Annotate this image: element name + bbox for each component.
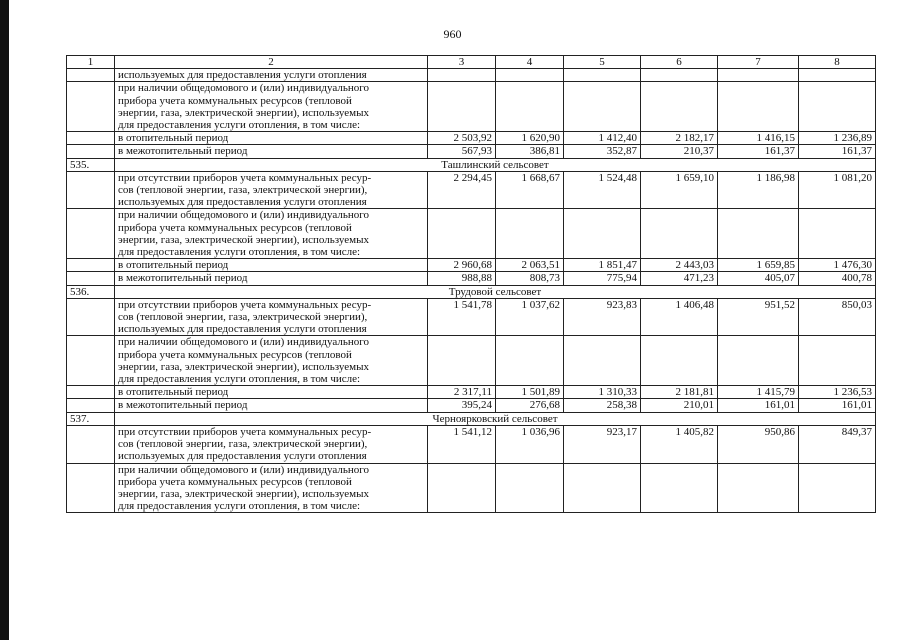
value-cell bbox=[428, 69, 496, 82]
table-row bbox=[67, 425, 876, 463]
row-number-cell bbox=[67, 272, 115, 285]
row-number-cell bbox=[67, 145, 115, 158]
value-cell: 775,94 bbox=[564, 272, 641, 285]
table-row bbox=[67, 209, 876, 259]
value-cell: 2 063,51 bbox=[496, 259, 564, 272]
column-number: 5 bbox=[564, 56, 641, 69]
description-cell: в отопительный период bbox=[115, 259, 428, 272]
value-cell: 1 541,78 bbox=[428, 298, 496, 336]
value-cell: 1 406,48 bbox=[641, 298, 718, 336]
table-row bbox=[67, 463, 876, 513]
value-cell bbox=[428, 463, 496, 513]
section-number: 537. bbox=[67, 412, 115, 425]
table-row bbox=[67, 69, 876, 82]
description-cell: при наличии общедомового и (или) индивидуального прибора учета коммунальных ресурсов (тепловой энергии, газа, электрической энергии), используемых для предоставления услуги отопления, в том числе: bbox=[115, 82, 428, 132]
description-cell: при отсутствии приборов учета коммунальных ресур- сов (тепловой энергии, газа, электрической энергии), используемых для предоставления услуги отопления bbox=[115, 298, 428, 336]
table-row bbox=[67, 145, 876, 158]
value-cell: 1 416,15 bbox=[718, 132, 799, 145]
value-cell bbox=[799, 69, 876, 82]
value-cell bbox=[564, 82, 641, 132]
section-title: Черноярковский сельсовет bbox=[115, 412, 876, 425]
section-row bbox=[67, 412, 876, 425]
value-cell: 210,37 bbox=[641, 145, 718, 158]
value-cell: 1 186,98 bbox=[718, 171, 799, 209]
value-cell: 405,07 bbox=[718, 272, 799, 285]
table-row bbox=[67, 82, 876, 132]
value-cell: 1 037,62 bbox=[496, 298, 564, 336]
value-cell: 386,81 bbox=[496, 145, 564, 158]
value-cell: 471,23 bbox=[641, 272, 718, 285]
row-number-cell bbox=[67, 336, 115, 386]
value-cell: 850,03 bbox=[799, 298, 876, 336]
row-number-cell bbox=[67, 171, 115, 209]
value-cell: 1 236,53 bbox=[799, 386, 876, 399]
table-row bbox=[67, 298, 876, 336]
description-cell: в межотопительный период bbox=[115, 399, 428, 412]
value-cell: 1 236,89 bbox=[799, 132, 876, 145]
value-cell bbox=[718, 69, 799, 82]
row-number-cell bbox=[67, 298, 115, 336]
description-cell: в межотопительный период bbox=[115, 272, 428, 285]
value-cell: 950,86 bbox=[718, 425, 799, 463]
value-cell bbox=[641, 82, 718, 132]
value-cell: 1 501,89 bbox=[496, 386, 564, 399]
value-cell: 849,37 bbox=[799, 425, 876, 463]
value-cell: 1 081,20 bbox=[799, 171, 876, 209]
value-cell bbox=[718, 209, 799, 259]
value-cell: 2 294,45 bbox=[428, 171, 496, 209]
value-cell: 923,17 bbox=[564, 425, 641, 463]
value-cell bbox=[564, 463, 641, 513]
row-number-cell bbox=[67, 82, 115, 132]
page-number: 960 bbox=[443, 27, 462, 41]
value-cell: 1 668,67 bbox=[496, 171, 564, 209]
value-cell: 2 317,11 bbox=[428, 386, 496, 399]
column-number-row bbox=[67, 56, 876, 69]
value-cell: 951,52 bbox=[718, 298, 799, 336]
value-cell: 1 659,10 bbox=[641, 171, 718, 209]
row-number-cell bbox=[67, 399, 115, 412]
section-number: 535. bbox=[67, 158, 115, 171]
column-number: 2 bbox=[115, 56, 428, 69]
description-cell: при наличии общедомового и (или) индивидуального прибора учета коммунальных ресурсов (тепловой энергии, газа, электрической энергии), используемых для предоставления услуги отопления, в том числе: bbox=[115, 209, 428, 259]
value-cell: 1 524,48 bbox=[564, 171, 641, 209]
value-cell: 1 415,79 bbox=[718, 386, 799, 399]
value-cell bbox=[496, 463, 564, 513]
section-title: Ташлинский сельсовет bbox=[115, 158, 876, 171]
table-row bbox=[67, 399, 876, 412]
description-cell: используемых для предоставления услуги отопления bbox=[115, 69, 428, 82]
value-cell bbox=[428, 209, 496, 259]
value-cell bbox=[641, 209, 718, 259]
value-cell bbox=[799, 336, 876, 386]
value-cell: 2 960,68 bbox=[428, 259, 496, 272]
value-cell bbox=[496, 69, 564, 82]
description-cell: при отсутствии приборов учета коммунальных ресур- сов (тепловой энергии, газа, электрической энергии), используемых для предоставления услуги отопления bbox=[115, 425, 428, 463]
value-cell: 808,73 bbox=[496, 272, 564, 285]
column-number: 1 bbox=[67, 56, 115, 69]
value-cell bbox=[718, 463, 799, 513]
value-cell: 161,37 bbox=[799, 145, 876, 158]
value-cell bbox=[496, 336, 564, 386]
value-cell: 161,01 bbox=[718, 399, 799, 412]
table-row bbox=[67, 386, 876, 399]
description-cell: при наличии общедомового и (или) индивидуального прибора учета коммунальных ресурсов (тепловой энергии, газа, электрической энергии), используемых для предоставления услуги отопления, в том числе: bbox=[115, 336, 428, 386]
value-cell: 2 182,17 bbox=[641, 132, 718, 145]
value-cell: 210,01 bbox=[641, 399, 718, 412]
value-cell bbox=[428, 336, 496, 386]
tariff-table bbox=[66, 55, 876, 513]
value-cell bbox=[641, 69, 718, 82]
value-cell bbox=[564, 336, 641, 386]
table-row bbox=[67, 336, 876, 386]
value-cell: 1 036,96 bbox=[496, 425, 564, 463]
value-cell: 258,38 bbox=[564, 399, 641, 412]
row-number-cell bbox=[67, 132, 115, 145]
value-cell bbox=[496, 209, 564, 259]
value-cell bbox=[564, 69, 641, 82]
value-cell: 1 310,33 bbox=[564, 386, 641, 399]
section-title: Трудовой сельсовет bbox=[115, 285, 876, 298]
value-cell: 1 476,30 bbox=[799, 259, 876, 272]
value-cell: 1 405,82 bbox=[641, 425, 718, 463]
column-number: 4 bbox=[496, 56, 564, 69]
value-cell bbox=[799, 463, 876, 513]
scan-edge-bar bbox=[0, 0, 9, 640]
row-number-cell bbox=[67, 69, 115, 82]
column-number: 6 bbox=[641, 56, 718, 69]
value-cell bbox=[718, 82, 799, 132]
value-cell: 1 659,85 bbox=[718, 259, 799, 272]
section-row bbox=[67, 158, 876, 171]
description-cell: в межотопительный период bbox=[115, 145, 428, 158]
value-cell bbox=[641, 336, 718, 386]
description-cell: при наличии общедомового и (или) индивидуального прибора учета коммунальных ресурсов (тепловой энергии, газа, электрической энергии), используемых для предоставления услуги отопления, в том числе: bbox=[115, 463, 428, 513]
description-cell: в отопительный период bbox=[115, 386, 428, 399]
value-cell bbox=[641, 463, 718, 513]
value-cell: 1 851,47 bbox=[564, 259, 641, 272]
value-cell: 161,01 bbox=[799, 399, 876, 412]
table-row bbox=[67, 259, 876, 272]
description-cell: в отопительный период bbox=[115, 132, 428, 145]
value-cell: 1 620,90 bbox=[496, 132, 564, 145]
value-cell: 400,78 bbox=[799, 272, 876, 285]
value-cell bbox=[799, 82, 876, 132]
value-cell bbox=[799, 209, 876, 259]
value-cell bbox=[496, 82, 564, 132]
table-body bbox=[67, 69, 876, 513]
row-number-cell bbox=[67, 259, 115, 272]
value-cell: 567,93 bbox=[428, 145, 496, 158]
value-cell: 1 412,40 bbox=[564, 132, 641, 145]
row-number-cell bbox=[67, 463, 115, 513]
value-cell: 395,24 bbox=[428, 399, 496, 412]
row-number-cell bbox=[67, 209, 115, 259]
section-number: 536. bbox=[67, 285, 115, 298]
value-cell: 1 541,12 bbox=[428, 425, 496, 463]
value-cell: 988,88 bbox=[428, 272, 496, 285]
row-number-cell bbox=[67, 386, 115, 399]
value-cell: 2 181,81 bbox=[641, 386, 718, 399]
value-cell: 276,68 bbox=[496, 399, 564, 412]
table-row bbox=[67, 272, 876, 285]
column-number: 7 bbox=[718, 56, 799, 69]
value-cell: 352,87 bbox=[564, 145, 641, 158]
value-cell: 2 443,03 bbox=[641, 259, 718, 272]
value-cell: 923,83 bbox=[564, 298, 641, 336]
value-cell: 2 503,92 bbox=[428, 132, 496, 145]
value-cell bbox=[718, 336, 799, 386]
value-cell: 161,37 bbox=[718, 145, 799, 158]
table-row bbox=[67, 132, 876, 145]
column-number: 3 bbox=[428, 56, 496, 69]
column-number: 8 bbox=[799, 56, 876, 69]
section-row bbox=[67, 285, 876, 298]
row-number-cell bbox=[67, 425, 115, 463]
description-cell: при отсутствии приборов учета коммунальных ресур- сов (тепловой энергии, газа, электрической энергии), используемых для предоставления услуги отопления bbox=[115, 171, 428, 209]
value-cell bbox=[428, 82, 496, 132]
table-row bbox=[67, 171, 876, 209]
value-cell bbox=[564, 209, 641, 259]
